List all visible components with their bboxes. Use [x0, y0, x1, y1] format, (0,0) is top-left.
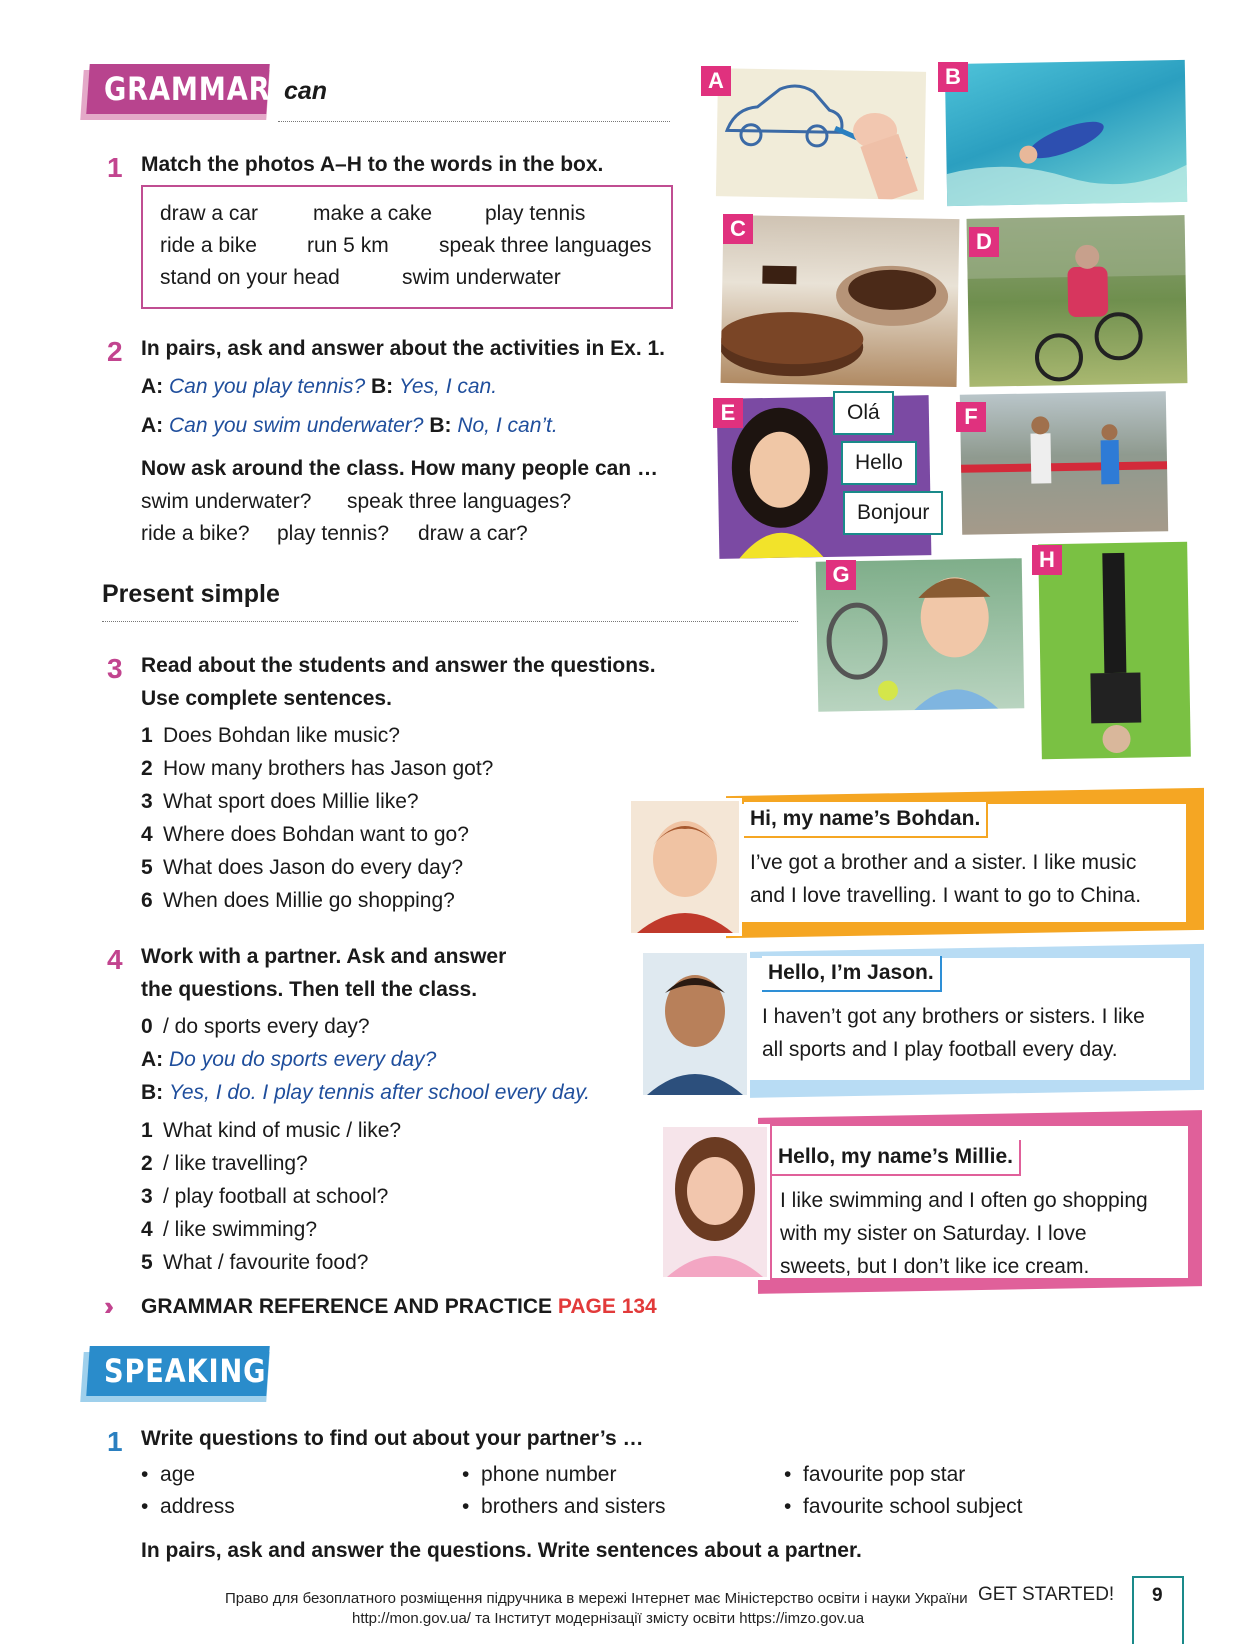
word-ride-a-bike: ride a bike	[160, 234, 257, 257]
list-item: 5 What / favourite food?	[141, 1251, 369, 1274]
ex3-instruction-1: Read about the students and answer the questions.	[141, 654, 656, 677]
word-swim-underwater: swim underwater	[402, 266, 561, 289]
photo-tag-d: D	[969, 227, 999, 257]
jason-heading: Hello, I’m Jason.	[762, 956, 942, 992]
millie-heading: Hello, my name’s Millie.	[772, 1140, 1021, 1176]
cake-icon	[721, 215, 960, 387]
answer: Yes, I can.	[399, 375, 498, 398]
list-item: 1 What kind of music / like?	[141, 1119, 402, 1142]
ex3-number: 3	[107, 653, 123, 684]
ex4-list	[141, 1118, 401, 1283]
speaking-ex1-number: 1	[107, 1426, 123, 1457]
photo-tag-c: C	[723, 214, 753, 244]
present-simple-rule	[102, 621, 798, 622]
ex1-instruction: Match the photos A–H to the words in the box.	[141, 153, 604, 176]
present-simple-heading: Present simple	[102, 580, 280, 608]
profile-card-bohdan	[628, 788, 1208, 940]
bullet-age: • age	[141, 1463, 196, 1486]
bullet-favourite-school-subject: • favourite school subject	[784, 1495, 1023, 1518]
photo-b	[945, 60, 1187, 206]
speaking-banner	[82, 1346, 268, 1402]
grammar-topic: can	[284, 77, 328, 105]
photo-f	[960, 391, 1168, 535]
speaker-a: A:	[141, 375, 164, 398]
boy-avatar-icon	[631, 801, 739, 933]
photo-tag-h: H	[1032, 545, 1062, 575]
ask-speak-three-languages: speak three languages?	[347, 490, 572, 513]
footer-rights-line-2: http://mon.gov.ua/ та Інститут модернізації змісту освіти https://imzo.gov.ua	[352, 1610, 865, 1627]
word-speak-three-languages: speak three languages	[439, 234, 652, 257]
profile-card-millie	[660, 1110, 1208, 1298]
jason-text: I haven’t got any brothers or sisters. I like all sports and I play football every day.	[762, 1005, 1145, 1061]
word-run-5-km: run 5 km	[307, 234, 389, 257]
list-item: 6 When does Millie go shopping?	[141, 889, 455, 912]
cyclist-icon	[967, 215, 1188, 387]
bullet-brothers-and-sisters: • brothers and sisters	[462, 1495, 666, 1518]
speaking-ex1-instruction: Write questions to find out about your partner’s …	[141, 1427, 644, 1450]
bullet-phone-number: • phone number	[462, 1463, 617, 1486]
speech-bubble-ola: Olá	[833, 391, 894, 435]
bohdan-portrait	[628, 798, 742, 936]
ex2-dialogue-2	[141, 413, 558, 439]
speaking-final-instruction: In pairs, ask and answer the questions. Write sentences about a partner.	[141, 1539, 862, 1562]
list-item: 2 / like travelling?	[141, 1152, 308, 1175]
word-play-tennis: play tennis	[485, 202, 586, 225]
word-stand-on-your-head: stand on your head	[160, 266, 340, 289]
photo-c	[721, 215, 960, 387]
reference-page: PAGE 134	[557, 1295, 657, 1318]
ex4-example-question: A: Do you do sports every day?	[141, 1048, 437, 1071]
speaking-banner-label: SPEAKING	[104, 1352, 267, 1390]
bullet-favourite-pop-star: • favourite pop star	[784, 1463, 966, 1486]
footer-page-rule	[1132, 1576, 1184, 1578]
ex2-number: 2	[107, 336, 123, 367]
photo-d	[967, 215, 1188, 387]
question: Can you play tennis?	[169, 375, 366, 398]
bohdan-text: I’ve got a brother and a sister. I like music and I love travelling. I want to go to China.	[750, 851, 1142, 907]
grammar-banner	[82, 64, 271, 120]
ex3-instruction-2: Use complete sentences.	[141, 687, 392, 710]
ask-swim-underwater: swim underwater?	[141, 490, 312, 513]
word-draw-a-car: draw a car	[160, 202, 259, 225]
grammar-reference-link[interactable]	[141, 1294, 657, 1320]
swimmer-icon	[945, 60, 1187, 206]
car-drawing-icon	[716, 68, 926, 200]
photo-tag-f: F	[956, 402, 986, 432]
ex3-list	[141, 723, 493, 921]
footer-page-rule-right	[1182, 1576, 1184, 1644]
footer-rights-line-1: Право для безоплатного розміщення підручника в мережі Інтернет має Міністерство освіти і науки України	[225, 1590, 968, 1607]
ex4-instruction-1: Work with a partner. Ask and answer	[141, 945, 507, 968]
reference-arrow-icon: ›››	[104, 1291, 106, 1321]
ex1-number: 1	[107, 152, 123, 183]
photo-tag-b: B	[938, 62, 968, 92]
ex2-now-ask: Now ask around the class. How many people can …	[141, 457, 658, 480]
list-item: 2 How many brothers has Jason got?	[141, 757, 494, 780]
list-item: 4 Where does Bohdan want to go?	[141, 823, 469, 846]
grammar-rule	[278, 121, 670, 122]
girl-avatar-icon	[663, 1127, 767, 1277]
ask-play-tennis: play tennis?	[277, 522, 390, 545]
jason-portrait	[640, 950, 750, 1098]
photo-a	[716, 68, 926, 200]
ex4-instruction-2: the questions. Then tell the class.	[141, 978, 478, 1001]
ex2-dialogue-1	[141, 374, 497, 400]
millie-text: I like swimming and I often go shopping with my sister on Saturday. I love sweets, but I don’t like ice cream.	[780, 1189, 1148, 1278]
list-item: 3 What sport does Millie like?	[141, 790, 419, 813]
millie-portrait	[660, 1124, 770, 1280]
list-item: 1 Does Bohdan like music?	[141, 724, 400, 747]
page-number: 9	[1152, 1585, 1163, 1606]
list-item: 5 What does Jason do every day?	[141, 856, 464, 879]
profile-card-jason	[640, 942, 1208, 1100]
answer: No, I can’t.	[457, 414, 558, 437]
photo-tag-g: G	[826, 560, 856, 590]
reference-label: GRAMMAR REFERENCE AND PRACTICE	[141, 1295, 553, 1318]
ex2-instruction: In pairs, ask and answer about the activities in Ex. 1.	[141, 337, 666, 360]
speech-bubble-hello: Hello	[841, 441, 917, 485]
speaker-a: A:	[141, 414, 164, 437]
footer-section-label: GET STARTED!	[978, 1584, 1115, 1605]
bohdan-heading: Hi, my name’s Bohdan.	[744, 802, 988, 838]
runners-icon	[960, 391, 1168, 535]
ex4-example: 0 / do sports every day?	[141, 1015, 370, 1038]
photo-tag-a: A	[701, 66, 731, 96]
list-item: 4 / like swimming?	[141, 1218, 318, 1241]
bullet-address: • address	[141, 1495, 235, 1518]
speech-bubble-bonjour: Bonjour	[843, 491, 943, 535]
photo-tag-e: E	[713, 398, 743, 428]
question: Can you swim underwater?	[169, 414, 424, 437]
list-item: 3 / play football at school?	[141, 1185, 389, 1208]
footer-page-divider	[1132, 1576, 1134, 1644]
ask-ride-a-bike: ride a bike?	[141, 522, 250, 545]
ask-draw-a-car: draw a car?	[418, 522, 528, 545]
word-box	[141, 185, 673, 309]
grammar-banner-label: GRAMMAR	[104, 70, 271, 108]
boy-avatar-icon	[643, 953, 747, 1095]
speaker-b: B:	[429, 414, 452, 437]
ex4-number: 4	[107, 944, 123, 975]
ex4-example-answer: B: Yes, I do. I play tennis after school every day.	[141, 1081, 591, 1104]
speaker-b: B:	[371, 375, 394, 398]
word-make-a-cake: make a cake	[313, 202, 433, 225]
